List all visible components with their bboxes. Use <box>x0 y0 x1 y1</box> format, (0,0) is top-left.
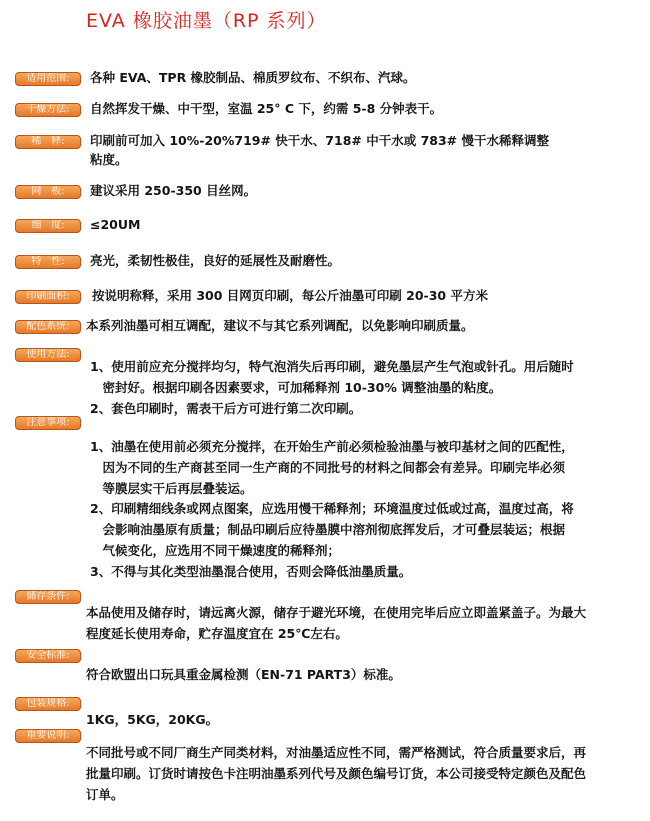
storage-line-2: 程度延长使用寿命，贮存温度宜在 25℃左右。 <box>86 626 348 641</box>
label-color-system: 配色系统: <box>15 320 81 334</box>
usage-line-3: 2、套色印刷时，需表干后方可进行第二次印刷。 <box>90 401 362 416</box>
value-dilution-line-2: 粘度。 <box>90 152 128 167</box>
storage-line-1: 本品使用及储存时，请远离火源，储存于避光环境，在使用完毕后应立即盖紧盖子。为最大 <box>86 605 587 620</box>
label-packaging-specs: 包装规格: <box>15 697 81 711</box>
value-color-system: 本系列油墨可相互调配，建议不与其它系列调配，以免影响印刷质量。 <box>86 318 474 333</box>
label-characteristics: 特 性: <box>15 255 81 269</box>
notes-line-2: 批量印刷。订货时请按色卡注明油墨系列代号及颜色编号订货，本公司接受特定颜色及配色 <box>86 766 587 781</box>
usage-line-2: 密封好。根据印刷各因素要求，可加稀释剂 10-30% 调整油墨的粘度。 <box>90 380 502 395</box>
label-precautions: 注意事项: <box>15 416 81 430</box>
label-printing-area: 印刷面积: <box>15 290 81 304</box>
precautions-line-3: 等膜层实干后再层叠装运。 <box>90 481 253 496</box>
label-dilution: 稀 释: <box>15 135 81 149</box>
document-title: EVA 橡胶油墨（RP 系列） <box>86 10 327 32</box>
label-fineness: 细 度: <box>15 219 81 233</box>
value-application-range: 各种 EVA、TPR 橡胶制品、棉质罗纹布、不织布、汽球。 <box>90 70 416 85</box>
precautions-line-1: 1、油墨在使用前必须充分搅拌，在开始生产前必须检验油墨与被印基材之间的匹配性， <box>90 439 574 454</box>
value-safety-standard: 符合欧盟出口玩具重金属检测（EN-71 PART3）标准。 <box>86 667 401 682</box>
precautions-line-4: 2、印刷精细线条或网点图案，应选用慢干稀释剂；环境温度过低或过高，温度过高，将 <box>90 501 574 516</box>
label-application-range: 适用范围: <box>15 72 81 86</box>
label-drying-method: 干燥方法: <box>15 103 81 117</box>
value-dilution-line-1: 印刷前可加入 10%-20%719# 快干水、718# 中干水或 783# 慢干水稀释调整 <box>90 133 549 148</box>
value-fineness: ≤20UM <box>90 217 141 232</box>
value-drying-method: 自然挥发干燥、中干型，室温 25° C 下，约需 5-8 分钟表干。 <box>90 101 443 116</box>
value-printing-area: 按说明称释，采用 300 目网页印刷，每公斤油墨可印刷 20-30 平方米 <box>92 288 488 303</box>
precautions-line-7: 3、不得与其化类型油墨混合使用，否则会降低油墨质量。 <box>90 564 412 579</box>
notes-line-3: 订单。 <box>86 787 124 802</box>
label-usage-method: 使用方法: <box>15 348 81 362</box>
precautions-line-6: 气候变化，应选用不同干燥速度的稀释剂； <box>90 543 341 558</box>
notes-line-1: 不同批号或不同厂商生产同类材料，对油墨适应性不同，需严格测试，符合质量要求后，再 <box>86 745 587 760</box>
label-screen: 网 板: <box>15 185 81 199</box>
value-packaging-specs: 1KG，5KG，20KG。 <box>86 712 219 727</box>
usage-line-1: 1、使用前应充分搅拌均匀，特气泡消失后再印刷，避免墨层产生气泡或针孔。用后随时 <box>90 359 574 374</box>
label-safety-standard: 安全标准: <box>15 649 81 663</box>
precautions-line-2: 因为不同的生产商甚至同一生产商的不同批号的材料之间都会有差异。印刷完毕必须 <box>90 460 566 475</box>
label-important-notes: 重要说明: <box>15 729 81 743</box>
label-storage-conditions: 储存条件: <box>15 590 81 604</box>
precautions-line-5: 会影响油墨原有质量；制品印刷后应待墨膜中溶剂彻底挥发后，才可叠层装运；根据 <box>90 522 566 537</box>
value-characteristics: 亮光，柔韧性极佳，良好的延展性及耐磨性。 <box>90 253 341 268</box>
value-screen: 建议采用 250-350 目丝网。 <box>90 183 257 198</box>
